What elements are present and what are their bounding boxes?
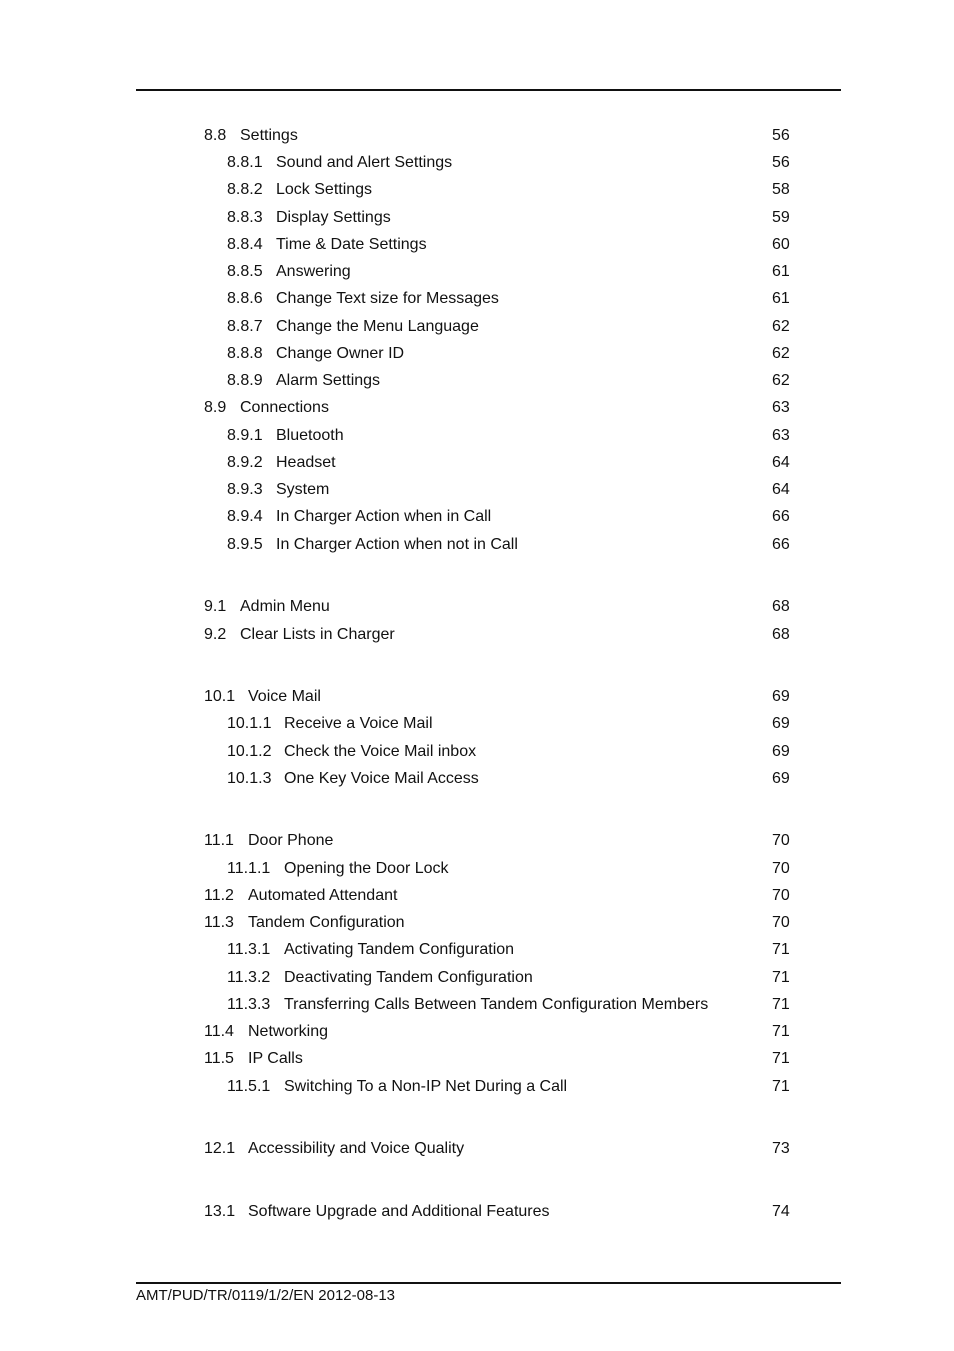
toc-entry-number: 8.8.8 bbox=[227, 345, 263, 362]
toc-entry-title: Networking bbox=[248, 1023, 329, 1040]
toc-entry[interactable] bbox=[0, 741, 954, 763]
toc-entry[interactable] bbox=[0, 288, 954, 310]
toc-entry-page-number: 69 bbox=[772, 770, 790, 787]
toc-entry-page-number: 71 bbox=[772, 941, 790, 958]
toc-entry-page-number: 71 bbox=[772, 1023, 790, 1040]
toc-entry[interactable] bbox=[0, 713, 954, 735]
toc-entry-title: Answering bbox=[276, 263, 351, 280]
toc-entry-title: System bbox=[276, 481, 330, 498]
toc-entry-number: 8.8.4 bbox=[227, 236, 263, 253]
toc-entry[interactable] bbox=[0, 994, 954, 1016]
toc-entry-number: 10.1.3 bbox=[227, 770, 272, 787]
toc-entry[interactable] bbox=[0, 452, 954, 474]
toc-entry-page-number: 70 bbox=[772, 832, 790, 849]
toc-entry-title: Change Owner ID bbox=[276, 345, 405, 362]
toc-entry-page-number: 62 bbox=[772, 372, 790, 389]
toc-entry-title: Change the Menu Language bbox=[276, 318, 479, 335]
toc-entry-number: 8.8.9 bbox=[227, 372, 263, 389]
toc-entry[interactable] bbox=[0, 1138, 954, 1160]
header-rule bbox=[136, 89, 841, 91]
toc-entry[interactable] bbox=[0, 506, 954, 528]
toc-entry[interactable] bbox=[0, 830, 954, 852]
toc-entry-title: Software Upgrade and Additional Features bbox=[248, 1203, 550, 1220]
toc-entry-number: 11.2 bbox=[204, 887, 234, 904]
toc-entry[interactable] bbox=[0, 596, 954, 618]
toc-entry[interactable] bbox=[0, 479, 954, 501]
toc-entry-title: Display Settings bbox=[276, 209, 391, 226]
toc-entry-page-number: 63 bbox=[772, 399, 790, 416]
toc-entry[interactable] bbox=[0, 624, 954, 646]
toc-entry-title: Switching To a Non-IP Net During a Call bbox=[284, 1078, 568, 1095]
toc-entry-number: 9.1 bbox=[204, 598, 227, 615]
toc-entry[interactable] bbox=[0, 1048, 954, 1070]
toc-entry-page-number: 69 bbox=[772, 715, 790, 732]
toc-entry-page-number: 59 bbox=[772, 209, 790, 226]
toc-entry-number: 11.3 bbox=[204, 914, 234, 931]
toc-entry[interactable] bbox=[0, 858, 954, 880]
toc-entry-number: 11.3.2 bbox=[227, 969, 271, 986]
toc-entry-page-number: 73 bbox=[772, 1140, 790, 1157]
toc-entry-title: Time & Date Settings bbox=[276, 236, 427, 253]
toc-entry-page-number: 69 bbox=[772, 688, 790, 705]
toc-entry-number: 11.1 bbox=[204, 832, 234, 849]
toc-entry-page-number: 70 bbox=[772, 860, 790, 877]
toc-entry-title: Check the Voice Mail inbox bbox=[284, 743, 477, 760]
toc-entry-number: 8.8.3 bbox=[227, 209, 263, 226]
toc-entry-number: 8.9.3 bbox=[227, 481, 263, 498]
toc-entry[interactable] bbox=[0, 939, 954, 961]
toc-entry-page-number: 66 bbox=[772, 536, 790, 553]
toc-entry-page-number: 71 bbox=[772, 969, 790, 986]
toc-entry-number: 8.8.7 bbox=[227, 318, 263, 335]
toc-entry[interactable] bbox=[0, 1021, 954, 1043]
toc-entry-number: 10.1.2 bbox=[227, 743, 272, 760]
toc-entry[interactable] bbox=[0, 179, 954, 201]
toc-entry-number: 11.5 bbox=[204, 1050, 234, 1067]
toc-entry-page-number: 70 bbox=[772, 914, 790, 931]
toc-entry-page-number: 71 bbox=[772, 1078, 790, 1095]
toc-entry-number: 8.9.4 bbox=[227, 508, 263, 525]
toc-entry-title: In Charger Action when not in Call bbox=[276, 536, 518, 553]
toc-entry[interactable] bbox=[0, 1201, 954, 1223]
toc-entry-title: Opening the Door Lock bbox=[284, 860, 449, 877]
toc-entry-number: 11.3.1 bbox=[227, 941, 271, 958]
toc-entry-page-number: 61 bbox=[772, 290, 790, 307]
toc-entry-title: One Key Voice Mail Access bbox=[284, 770, 479, 787]
toc-entry-number: 8.8.2 bbox=[227, 181, 263, 198]
toc-entry-page-number: 63 bbox=[772, 427, 790, 444]
document-footer: AMT/PUD/TR/0119/1/2/EN 2012-08-13 bbox=[136, 1287, 396, 1304]
toc-entry-page-number: 61 bbox=[772, 263, 790, 280]
toc-entry[interactable] bbox=[0, 152, 954, 174]
toc-entry-title: Settings bbox=[240, 127, 298, 144]
toc-entry-number: 12.1 bbox=[204, 1140, 236, 1157]
toc-entry[interactable] bbox=[0, 912, 954, 934]
toc-entry-page-number: 60 bbox=[772, 236, 790, 253]
toc-entry-title: Sound and Alert Settings bbox=[276, 154, 453, 171]
toc-entry-title: Transferring Calls Between Tandem Configuration Members bbox=[284, 996, 709, 1013]
toc-entry-page-number: 71 bbox=[772, 1050, 790, 1067]
toc-entry-number: 11.4 bbox=[204, 1023, 234, 1040]
toc-entry-number: 8.9.1 bbox=[227, 427, 263, 444]
toc-entry[interactable] bbox=[0, 534, 954, 556]
toc-entry-number: 13.1 bbox=[204, 1203, 236, 1220]
toc-entry-title: Automated Attendant bbox=[248, 887, 398, 904]
toc-entry-title: Receive a Voice Mail bbox=[284, 715, 433, 732]
toc-entry[interactable] bbox=[0, 370, 954, 392]
toc-entry-page-number: 66 bbox=[772, 508, 790, 525]
toc-entry[interactable] bbox=[0, 234, 954, 256]
toc-entry-number: 8.9 bbox=[204, 399, 227, 416]
toc-entry-number: 10.1.1 bbox=[227, 715, 272, 732]
toc-entry-page-number: 56 bbox=[772, 154, 790, 171]
toc-entry-page-number: 64 bbox=[772, 454, 790, 471]
toc-entry-title: In Charger Action when in Call bbox=[276, 508, 492, 525]
toc-entry[interactable] bbox=[0, 343, 954, 365]
toc-entry[interactable] bbox=[0, 397, 954, 419]
toc-entry-number: 8.9.5 bbox=[227, 536, 263, 553]
toc-entry-title: Bluetooth bbox=[276, 427, 344, 444]
toc-entry-title: Accessibility and Voice Quality bbox=[248, 1140, 465, 1157]
toc-entry-page-number: 62 bbox=[772, 345, 790, 362]
toc-entry-title: Headset bbox=[276, 454, 336, 471]
toc-entry-page-number: 68 bbox=[772, 626, 790, 643]
toc-entry-page-number: 62 bbox=[772, 318, 790, 335]
toc-entry[interactable] bbox=[0, 1076, 954, 1098]
toc-entry-number: 8.8.5 bbox=[227, 263, 263, 280]
toc-entry-page-number: 64 bbox=[772, 481, 790, 498]
toc-entry[interactable] bbox=[0, 686, 954, 708]
toc-entry-number: 8.9.2 bbox=[227, 454, 263, 471]
toc-entry-number: 8.8 bbox=[204, 127, 227, 144]
toc-entry-title: Alarm Settings bbox=[276, 372, 381, 389]
toc-entry-title: Clear Lists in Charger bbox=[240, 626, 395, 643]
toc-entry-page-number: 68 bbox=[772, 598, 790, 615]
toc-entry-title: Connections bbox=[240, 399, 329, 416]
toc-entry-page-number: 70 bbox=[772, 887, 790, 904]
toc-entry[interactable] bbox=[0, 425, 954, 447]
toc-entry-title: Voice Mail bbox=[248, 688, 321, 705]
toc-entry[interactable] bbox=[0, 261, 954, 283]
toc-entry-title: Activating Tandem Configuration bbox=[284, 941, 515, 958]
toc-entry-title: Door Phone bbox=[248, 832, 334, 849]
toc-entry-number: 11.1.1 bbox=[227, 860, 271, 877]
toc-entry[interactable] bbox=[0, 125, 954, 147]
toc-entry-number: 10.1 bbox=[204, 688, 236, 705]
toc-entry-number: 9.2 bbox=[204, 626, 227, 643]
toc-entry-page-number: 69 bbox=[772, 743, 790, 760]
toc-entry-title: IP Calls bbox=[248, 1050, 303, 1067]
footer-rule bbox=[136, 1282, 841, 1284]
toc-entry[interactable] bbox=[0, 885, 954, 907]
toc-entry-title: Tandem Configuration bbox=[248, 914, 405, 931]
toc-entry[interactable] bbox=[0, 207, 954, 229]
toc-entry-number: 11.3.3 bbox=[227, 996, 271, 1013]
toc-entry-page-number: 71 bbox=[772, 996, 790, 1013]
toc-entry[interactable] bbox=[0, 967, 954, 989]
toc-entry-number: 8.8.6 bbox=[227, 290, 263, 307]
toc-entry-title: Lock Settings bbox=[276, 181, 373, 198]
toc-entry-title: Change Text size for Messages bbox=[276, 290, 499, 307]
toc-entry-number: 11.5.1 bbox=[227, 1078, 271, 1095]
toc-entry[interactable] bbox=[0, 768, 954, 790]
toc-entry-title: Admin Menu bbox=[240, 598, 330, 615]
toc-entry-title: Deactivating Tandem Configuration bbox=[284, 969, 533, 986]
toc-entry-page-number: 58 bbox=[772, 181, 790, 198]
toc-entry[interactable] bbox=[0, 316, 954, 338]
toc-entry-page-number: 74 bbox=[772, 1203, 790, 1220]
toc-entry-number: 8.8.1 bbox=[227, 154, 263, 171]
toc-entry-page-number: 56 bbox=[772, 127, 790, 144]
